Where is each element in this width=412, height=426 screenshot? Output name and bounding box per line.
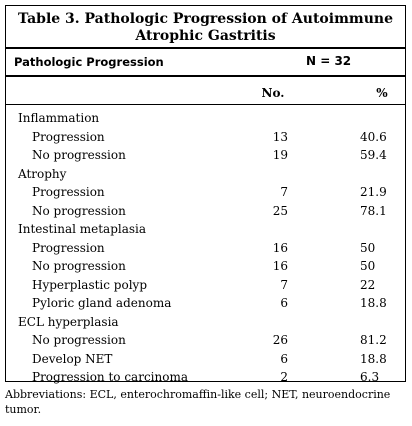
table-row: [6, 147, 405, 164]
table-footnote: Abbreviations: ECL, enterochromaffin-like cell; NET, neuroendocrine tumor.: [5, 388, 391, 416]
cell-percent: 50: [360, 240, 376, 255]
cell-percent: 18.8: [360, 351, 387, 366]
cell-percent: 78.1: [360, 203, 387, 218]
table-row: [6, 351, 405, 368]
table-container: [5, 5, 406, 382]
table-row: [6, 258, 405, 275]
header-label: Pathologic Progression: [14, 55, 164, 69]
table-row: [6, 295, 405, 312]
table-section-row: [6, 110, 405, 127]
cell-count: 6: [280, 296, 288, 310]
cell-count: 7: [280, 277, 288, 292]
table-row: [6, 203, 405, 220]
section-label: Atrophy: [18, 166, 67, 181]
cell-percent: 40.6: [360, 129, 387, 144]
cell-percent: 21.9: [360, 185, 387, 199]
row-label: Hyperplastic polyp: [32, 277, 147, 292]
row-label: Progression to carcinoma: [32, 370, 188, 384]
header-divider: [6, 75, 405, 77]
row-label: Progression: [32, 129, 105, 144]
table-title-line-1: Table 3. Pathologic Progression of Autoimmune: [18, 11, 393, 27]
table-section-row: [6, 221, 405, 238]
section-label: Intestinal metaplasia: [18, 222, 147, 236]
table-section-row: [6, 166, 405, 183]
table-row: [6, 184, 405, 201]
table-row: [6, 240, 405, 257]
row-label: No progression: [32, 203, 126, 218]
title-divider: [6, 47, 405, 49]
cell-count: 19: [272, 148, 288, 162]
table-title: [6, 11, 405, 45]
column-header-no: No.: [261, 86, 285, 100]
cell-count: 2: [280, 370, 288, 384]
section-label: ECL hyperplasia: [18, 314, 119, 329]
table-row: [6, 369, 405, 386]
row-label: Progression: [32, 185, 105, 199]
cell-count: 25: [272, 203, 288, 218]
column-header-divider: [6, 104, 405, 105]
section-label: Inflammation: [18, 111, 100, 125]
table-row: [6, 332, 405, 349]
cell-percent: 59.4: [360, 148, 387, 162]
row-label: Progression: [32, 240, 105, 255]
table-row: [6, 277, 405, 294]
row-label: Pyloric gland adenoma: [32, 296, 172, 310]
table-row: [6, 129, 405, 146]
column-header-percent: %: [376, 86, 388, 100]
cell-percent: 50: [360, 259, 376, 273]
row-label: No progression: [32, 333, 126, 347]
table-title-line-2: Atrophic Gastritis: [135, 28, 276, 44]
cell-percent: 18.8: [360, 296, 387, 310]
cell-percent: 81.2: [360, 333, 387, 347]
cell-count: 26: [272, 333, 288, 347]
table-section-row: [6, 314, 405, 331]
row-label: Develop NET: [32, 351, 113, 366]
cell-percent: 22: [360, 277, 376, 292]
header-sample-size: N = 32: [306, 54, 352, 68]
row-label: No progression: [32, 259, 126, 273]
cell-count: 16: [272, 240, 288, 255]
row-label: No progression: [32, 148, 126, 162]
cell-count: 6: [280, 351, 288, 366]
cell-count: 16: [272, 259, 288, 273]
cell-percent: 6.3: [360, 370, 380, 384]
cell-count: 13: [272, 129, 288, 144]
cell-count: 7: [280, 185, 288, 199]
